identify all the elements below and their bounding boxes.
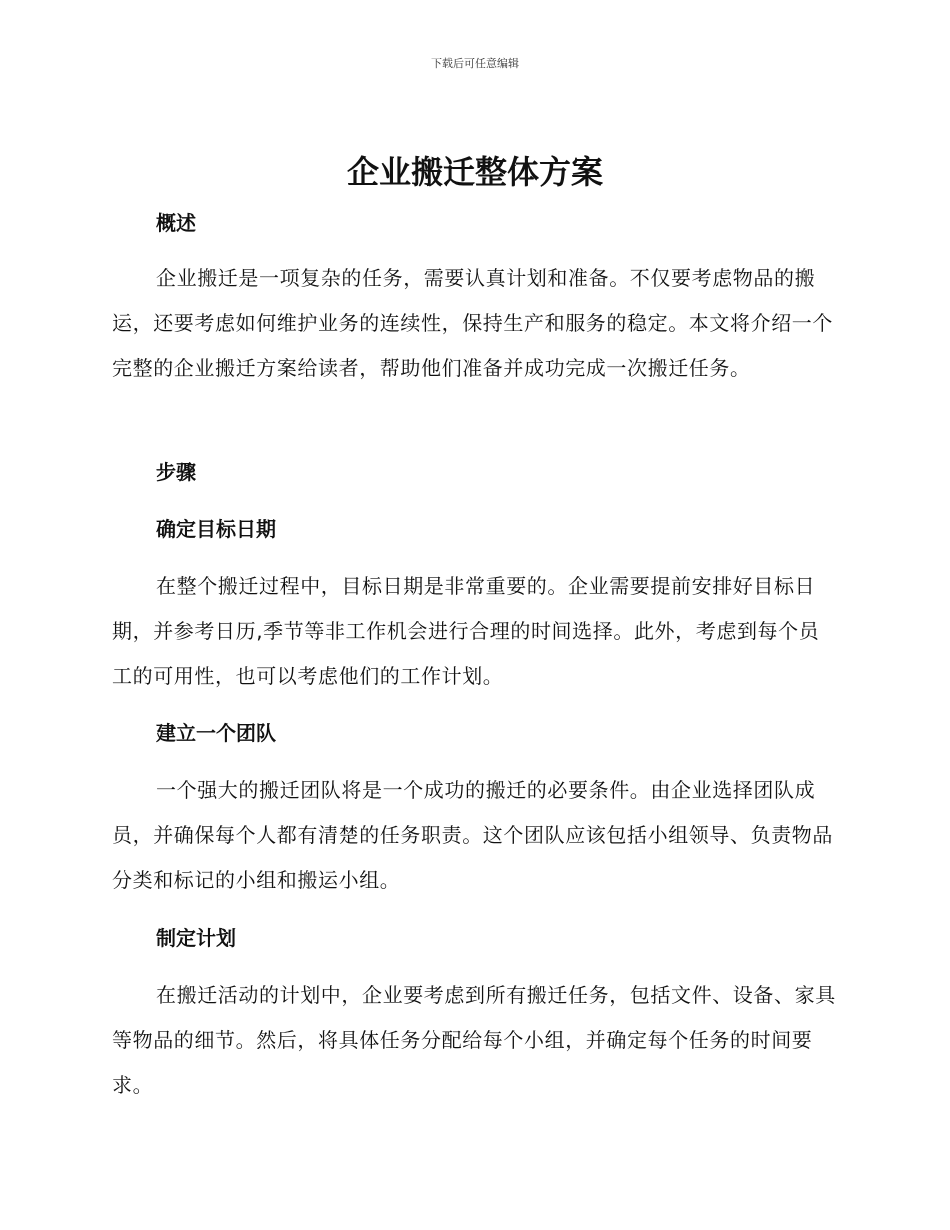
section-heading-overview: 概述 (156, 211, 196, 235)
section-heading-target-date: 确定目标日期 (156, 517, 276, 541)
section-body-target-date: 在整个搬迁过程中，目标日期是非常重要的。企业需要提前安排好目标日期，并参考日历,季节等非工作机会进行合理的时间选择。此外，考虑到每个员工的可用性，也可以考虑他们的工作计划。 (112, 574, 820, 688)
section-heading-team: 建立一个团队 (156, 721, 276, 745)
section-heading-plan: 制定计划 (156, 926, 236, 950)
document-title: 企业搬迁整体方案 (346, 153, 603, 191)
section-body-overview: 企业搬迁是一项复杂的任务，需要认真计划和准备。不仅要考虑物品的搬运，还要考虑如何维护业务的连续性，保持生产和服务的稳定。本文将介绍一个完整的企业搬迁方案给读者，帮助他们准备并成功完成一次搬迁任务。 (112, 266, 833, 380)
page-header-note: 下载后可任意编辑 (431, 57, 519, 70)
section-body-team: 一个强大的搬迁团队将是一个成功的搬迁的必要条件。由企业选择团队成员，并确保每个人都有清楚的任务职责。这个团队应该包括小组领导、负责物品分类和标记的小组和搬运小组。 (112, 778, 833, 892)
section-heading-steps: 步骤 (156, 460, 196, 484)
section-body-plan: 在搬迁活动的计划中，企业要考虑到所有搬迁任务，包括文件、设备、家具等物品的细节。然后，将具体任务分配给每个小组，并确定每个任务的时间要求。 (112, 983, 836, 1097)
